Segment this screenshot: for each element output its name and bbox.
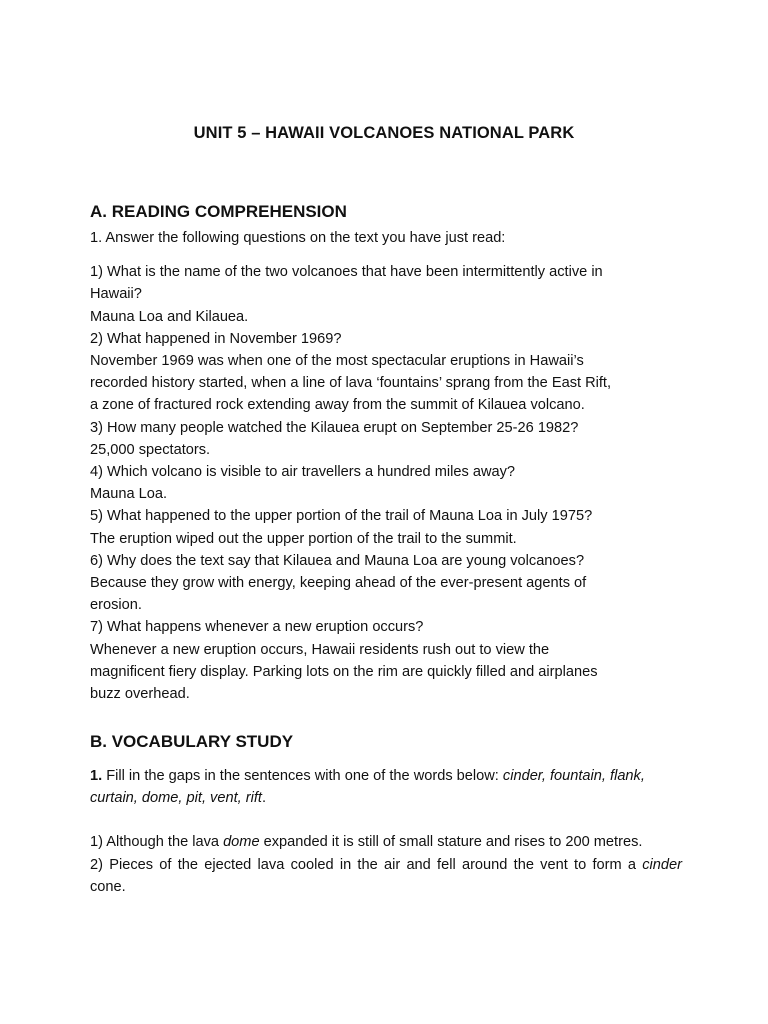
section-b-instruction bbox=[90, 765, 682, 809]
spacer bbox=[90, 809, 682, 831]
sentence-text: 1) Although the lava bbox=[90, 834, 224, 851]
qa-line: 25,000 spectators. bbox=[90, 441, 211, 458]
qa-line: magnificent fiery display. Parking lots on the rim are quickly filled and airplanes bbox=[90, 663, 598, 680]
qa-line: 1) What is the name of the two volcanoes that have been intermittently active in bbox=[90, 264, 603, 281]
word-list: cinder, fountain, flank, curtain, dome, pit, vent, rift bbox=[90, 768, 645, 807]
sentence-text: cone. bbox=[90, 878, 126, 895]
instruction-text: Fill in the gaps in the sentences with one of the words below: bbox=[102, 768, 503, 784]
section-b-heading: B. VOCABULARY STUDY bbox=[90, 732, 294, 751]
qa-line: 7) What happens whenever a new eruption occurs? bbox=[90, 619, 424, 636]
page-title: UNIT 5 – HAWAII VOLCANOES NATIONAL PARK bbox=[193, 124, 575, 142]
vocab-sentence-2 bbox=[90, 854, 682, 898]
qa-line: November 1969 was when one of the most spectacular eruptions in Hawaii’s bbox=[90, 353, 584, 370]
answer-word: dome bbox=[223, 834, 260, 851]
qa-line: Hawaii? bbox=[90, 286, 142, 303]
sentence-text: expanded it is still of small stature and rises to 200 metres. bbox=[259, 834, 643, 851]
qa-line: buzz overhead. bbox=[90, 686, 190, 703]
qa-line: Whenever a new eruption occurs, Hawaii residents rush out to view the bbox=[90, 641, 550, 658]
qa-line: recorded history started, when a line of lava ‘fountains’ sprang from the East Rift, bbox=[90, 375, 612, 392]
word-list-end: . bbox=[261, 790, 267, 807]
qa-line: 5) What happened to the upper portion of the trail of Mauna Loa in July 1975? bbox=[90, 508, 593, 525]
section-a-heading: A. READING COMPREHENSION bbox=[90, 202, 347, 221]
qa-line: 6) Why does the text say that Kilauea and Mauna Loa are young volcanoes? bbox=[90, 552, 585, 569]
section-a-instruction: 1. Answer the following questions on the text you have just read: bbox=[90, 230, 506, 246]
qa-line: erosion. bbox=[90, 597, 142, 614]
section-vocabulary-study bbox=[90, 731, 682, 898]
qa-line: Because they grow with energy, keeping ahead of the ever-present agents of bbox=[90, 575, 587, 592]
qa-line: Mauna Loa. bbox=[90, 486, 168, 503]
sentence-text: 2) Pieces of the ejected lava cooled in the air and fell around the vent to form a bbox=[90, 856, 643, 873]
answer-word: cinder bbox=[642, 856, 682, 873]
qa-line: 2) What happened in November 1969? bbox=[90, 330, 342, 347]
vocab-sentence-1 bbox=[90, 831, 682, 853]
qa-line: Mauna Loa and Kilauea. bbox=[90, 308, 249, 325]
section-reading-comprehension bbox=[90, 201, 682, 705]
qa-line: 4) Which volcano is visible to air travellers a hundred miles away? bbox=[90, 464, 516, 481]
qa-line: 3) How many people watched the Kilauea erupt on September 25-26 1982? bbox=[90, 419, 579, 436]
qa-list bbox=[90, 261, 682, 705]
qa-line: The eruption wiped out the upper portion of the trail to the summit. bbox=[90, 530, 517, 547]
qa-line: a zone of fractured rock extending away from the summit of Kilauea volcano. bbox=[90, 397, 585, 414]
instruction-number: 1. bbox=[90, 768, 103, 784]
